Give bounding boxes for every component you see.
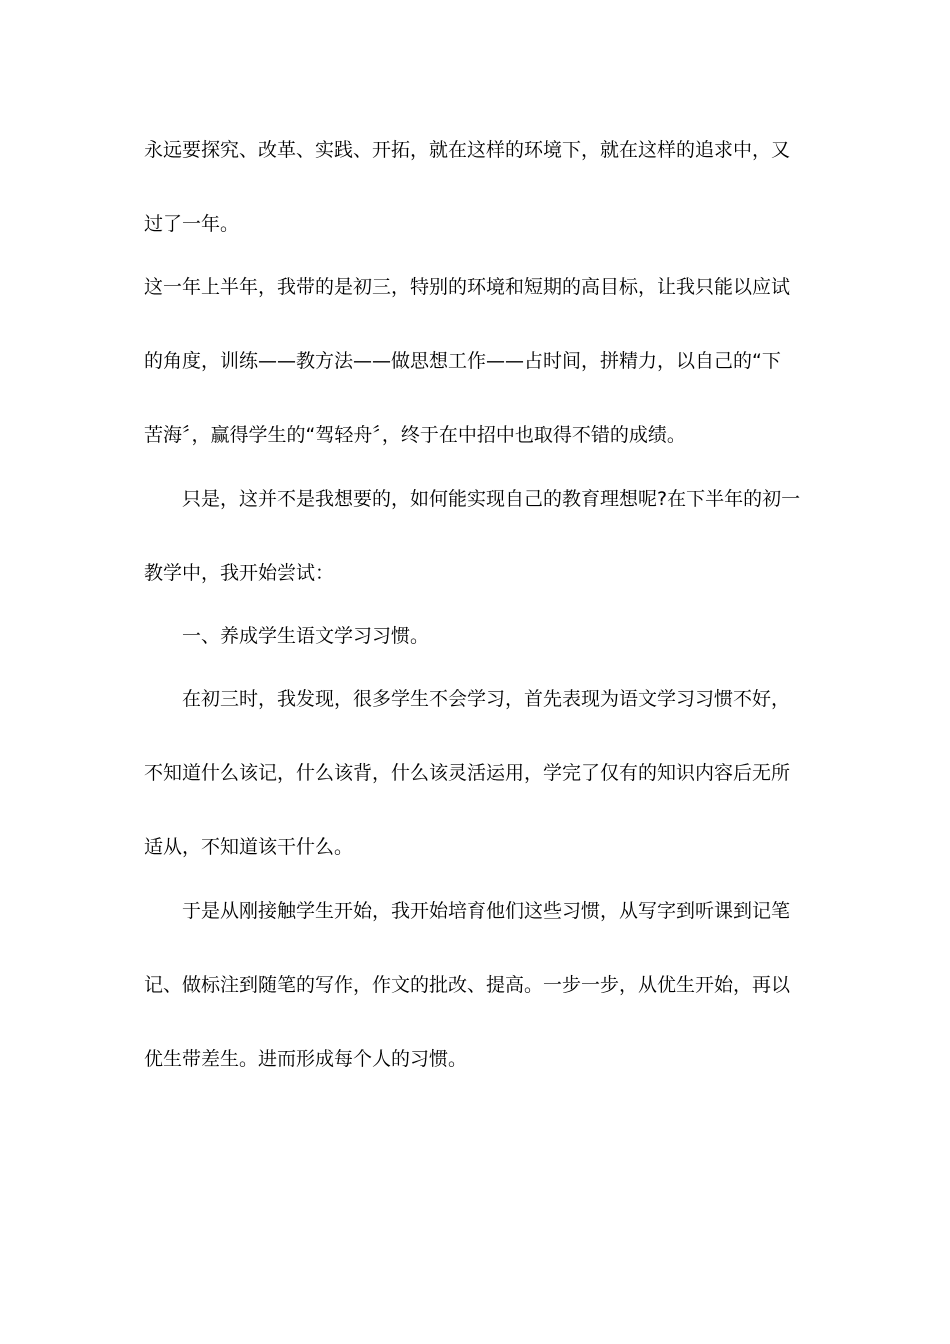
paragraph-line: 在初三时，我发现，很多学生不会学习，首先表现为语文学习习惯不好， xyxy=(182,688,791,710)
text-line: 苦海〞，赢得学生的“驾轻舟〞，终于在中招中也取得不错的成绩。 xyxy=(144,424,686,446)
text-line: 优生带差生。进而形成每个人的习惯。 xyxy=(144,1048,468,1070)
text-line: 这一年上半年，我带的是初三，特别的环境和短期的高目标，让我只能以应试 xyxy=(144,276,791,298)
text-line: 适从，不知道该干什么。 xyxy=(144,836,354,858)
text-line: 教学中，我开始尝试： xyxy=(144,562,335,584)
text-line: 不知道什么该记，什么该背，什么该灵活运用，学完了仅有的知识内容后无所 xyxy=(144,762,791,784)
text-line: 记、做标注到随笔的写作，作文的批改、提高。一步一步，从优生开始，再以 xyxy=(144,974,791,996)
section-heading: 一、养成学生语文学习习惯。 xyxy=(182,625,430,647)
text-line: 过了一年。 xyxy=(144,213,240,235)
text-line: 的角度，训练——教方法——做思想工作——占时间，拼精力，以自己的“下 xyxy=(144,350,781,372)
paragraph-line: 只是，这并不是我想要的，如何能实现自己的教育理想呢?在下半年的初一 xyxy=(182,488,801,510)
paragraph-line: 于是从刚接触学生开始，我开始培育他们这些习惯，从写字到听课到记笔 xyxy=(182,900,791,922)
text-line: 永远要探究、改革、实践、开拓，就在这样的环境下，就在这样的追求中，又 xyxy=(144,139,791,161)
